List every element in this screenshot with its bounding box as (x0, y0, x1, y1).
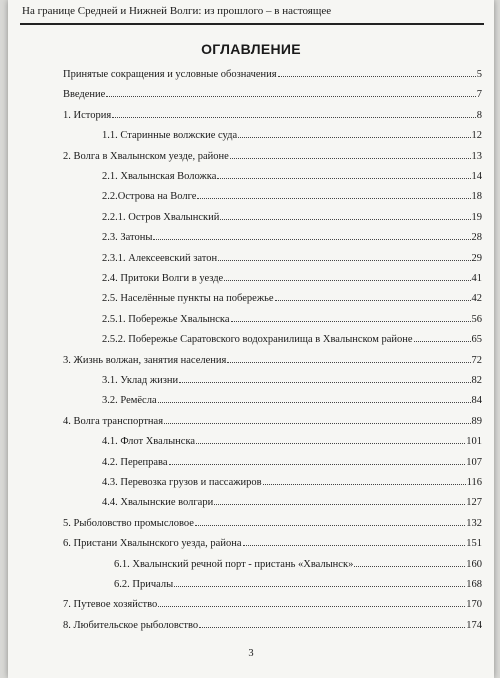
toc-entry[interactable] (63, 618, 482, 632)
toc-entry-label: 4.4. Хвалынские волгари (102, 497, 214, 509)
dot-leader (275, 291, 471, 301)
toc-entry[interactable] (102, 455, 482, 469)
toc-entry-page: 56 (471, 313, 482, 325)
toc-entry[interactable] (63, 87, 482, 101)
toc-entry-label: 1. История (63, 109, 112, 121)
toc-entry-label: 2.2.Острова на Волге (102, 191, 197, 203)
dot-leader (220, 210, 470, 220)
dot-leader (112, 108, 476, 118)
toc-entry-page: 18 (471, 191, 482, 203)
toc-entry[interactable] (102, 271, 482, 285)
dot-leader (238, 128, 470, 138)
dot-leader (231, 312, 471, 322)
toc-entry-page: 170 (466, 599, 482, 611)
dot-leader (218, 251, 470, 261)
toc-entry-page: 174 (466, 619, 482, 631)
toc-entry[interactable] (102, 189, 482, 203)
toc-entry[interactable] (102, 373, 482, 387)
toc-entry-label: 5. Рыболовство промысловое (63, 517, 194, 529)
toc-entry[interactable] (63, 149, 482, 163)
toc-entry[interactable] (102, 332, 482, 346)
toc-entry[interactable] (102, 230, 482, 244)
toc-entry-page: 107 (466, 456, 482, 468)
toc-entry-page: 151 (466, 538, 482, 550)
toc-entry-page: 7 (476, 89, 482, 101)
page-title: ОГЛАВЛЕНИЕ (201, 41, 301, 57)
dot-leader (217, 169, 470, 179)
toc-entry-label: 2.5.1. Побережье Хвалынска (102, 313, 230, 325)
toc-entry-label: 6.2. Причалы (114, 579, 174, 590)
toc-entry[interactable] (102, 291, 482, 305)
toc-entry[interactable] (102, 251, 482, 265)
toc-entry-page: 127 (466, 497, 482, 509)
dot-leader (199, 618, 465, 628)
toc-entry-label: 8. Любительское рыболовство (63, 619, 199, 631)
toc-entry-page: 116 (466, 477, 482, 488)
toc-entry-label: 4.3. Перевозка грузов и пассажиров (102, 477, 262, 488)
toc-entry-page: 89 (471, 415, 482, 427)
toc-entry-page: 19 (471, 211, 482, 223)
toc-entry-label: 2.3. Затоны (102, 232, 153, 244)
toc-entry-label: 3.1. Уклад жизни (102, 375, 179, 386)
toc-entry-page: 84 (471, 395, 482, 407)
toc-entry-label: 2.1. Хвалынская Воложка (102, 171, 217, 182)
dot-leader (196, 434, 465, 444)
toc-entry[interactable] (102, 434, 482, 448)
toc-entry-page: 101 (466, 436, 482, 448)
toc-entry-page: 132 (466, 517, 482, 529)
running-header: На границе Средней и Нижней Волги: из прошлого – в настоящее (22, 5, 332, 17)
toc-entry[interactable] (63, 353, 482, 367)
toc-entry-page: 42 (471, 293, 482, 305)
dot-leader (278, 67, 476, 77)
toc-entry-page: 160 (466, 558, 482, 570)
toc-entry-page: 8 (476, 109, 482, 121)
toc-entry-label: 4.1. Флот Хвалынска (102, 436, 196, 448)
dot-leader (153, 230, 470, 240)
toc-entry-page: 28 (471, 232, 482, 244)
toc-entry-page: 72 (471, 354, 482, 366)
toc-entry[interactable] (63, 414, 482, 428)
page-number: 3 (248, 648, 254, 659)
dot-leader (169, 455, 466, 465)
toc-entry-page: 5 (476, 69, 482, 80)
toc-entry-label: 4.2. Переправа (102, 456, 168, 468)
dot-leader (195, 516, 465, 526)
toc-entry-label: 2.3.1. Алексеевский затон (102, 252, 218, 264)
dot-leader (158, 597, 465, 607)
dot-leader (179, 373, 470, 383)
toc-entry-page: 82 (471, 375, 482, 386)
toc-entry-page: 65 (471, 334, 482, 346)
dot-leader (263, 475, 466, 485)
toc-entry[interactable] (63, 108, 482, 122)
dot-leader (174, 577, 465, 587)
dot-leader (214, 495, 465, 505)
toc-entry-label: 2. Волга в Хвалынском уезде, районе (63, 150, 229, 162)
toc-entry[interactable] (102, 495, 482, 509)
dot-leader (197, 189, 470, 199)
toc-entry[interactable] (102, 475, 482, 489)
toc-entry-label: 6. Пристани Хвалынского уезда, района (63, 538, 242, 550)
toc-entry[interactable] (102, 169, 482, 183)
toc-entry-label: Введение (63, 89, 106, 101)
dot-leader (106, 87, 475, 97)
dot-leader (243, 536, 466, 546)
toc-entry-label: 2.5. Населённые пункты на побережье (102, 293, 274, 305)
toc-entry-page: 13 (471, 150, 482, 162)
document-page (8, 0, 494, 678)
toc-entry-label: 2.2.1. Остров Хвалынский (102, 211, 220, 223)
toc-entry-label: 2.4. Притоки Волги в уезде (102, 273, 224, 284)
toc-entry-label: 6.1. Хвалынский речной порт - пристань «Хвалынск» (114, 558, 354, 570)
toc-entry-label: 7. Путевое хозяйство (63, 599, 158, 611)
toc-entry-page: 14 (471, 171, 482, 182)
toc-entry[interactable] (114, 577, 482, 591)
toc-entry-page: 41 (471, 273, 482, 284)
dot-leader (230, 149, 471, 159)
toc-entry[interactable] (63, 516, 482, 530)
toc-entry-label: 3. Жизнь волжан, занятия населения (63, 354, 227, 366)
dot-leader (227, 353, 470, 363)
toc-entry-label: Принятые сокращения и условные обозначения (63, 69, 277, 80)
dot-leader (414, 332, 471, 342)
toc-entry[interactable] (63, 67, 482, 81)
dot-leader (158, 393, 471, 403)
toc-entry-label: 1.1. Старинные волжские суда (102, 130, 238, 142)
toc-entry-page: 168 (466, 579, 482, 590)
dot-leader (224, 271, 470, 281)
toc-entry-page: 29 (471, 252, 482, 264)
table-of-contents (8, 0, 494, 678)
toc-entry-page: 12 (471, 130, 482, 142)
toc-entry-label: 2.5.2. Побережье Саратовского водохранилища в Хвалынском районе (102, 334, 413, 346)
toc-entry[interactable] (102, 312, 482, 326)
toc-entry-label: 3.2. Ремёсла (102, 395, 157, 407)
dot-leader (354, 557, 465, 567)
toc-entry[interactable] (63, 597, 482, 611)
toc-entry[interactable] (63, 536, 482, 550)
dot-leader (164, 414, 470, 424)
toc-entry-label: 4. Волга транспортная (63, 415, 164, 427)
toc-entry[interactable] (114, 557, 482, 571)
toc-entry[interactable] (102, 128, 482, 142)
toc-entry[interactable] (102, 210, 482, 224)
toc-entry[interactable] (102, 393, 482, 407)
